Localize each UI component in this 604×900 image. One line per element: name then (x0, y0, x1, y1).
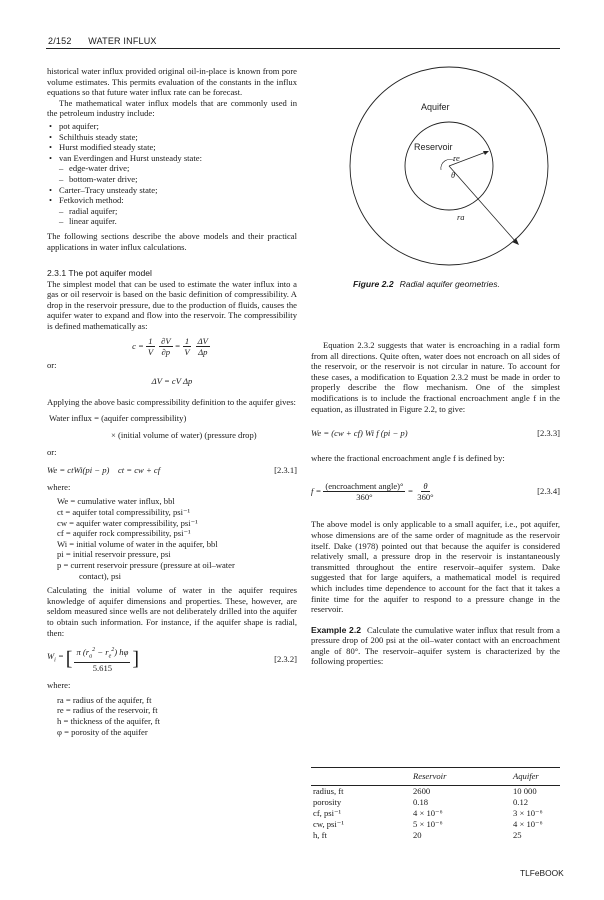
equation-denominator: 5.615 (92, 662, 113, 673)
section-heading: 2.3.1 The pot aquifer model (47, 268, 152, 279)
table-cell: 4 × 10⁻⁶ (413, 807, 443, 818)
ra-arrow (449, 166, 516, 242)
definitions-list-2 (47, 695, 297, 737)
running-header (48, 36, 558, 48)
equation-number: [2.3.4] (537, 486, 560, 497)
or-label: or: (47, 359, 57, 370)
footer-watermark: TLFeBOOK (520, 868, 564, 878)
table-row (311, 797, 560, 808)
reservoir-label: Reservoir (414, 142, 453, 152)
apply-paragraph: Applying the above basic compressibility definition to the aquifer gives: (47, 396, 296, 407)
table-cell: radius, ft (313, 786, 344, 796)
caption-text: Radial aquifer geometries. (399, 279, 500, 289)
table-cell: 20 (413, 829, 422, 840)
equation-text: We = (cw + cf) Wi f (pi − p) (311, 428, 408, 439)
table-cell: 2600 (413, 786, 431, 796)
list-item: • Schilthuis steady state; (47, 132, 297, 143)
compressibility-equation: c = $\frac{1}{V}$ $\frac{\partial V}{\partial p}$ = $\frac{1}{V}$ $\frac{\Delta V}{\Delta p}$ (132, 336, 208, 358)
equation-number: [2.3.2] (274, 653, 297, 664)
suggests-paragraph: Equation 2.3.2 suggests that water is encroaching in a radial form from all directions. Quite often, water does not encroach on all sides of the reservoir, or the reservoir is not circular in nature. To account for these cases, a modification to Equation 2.3.2 must be made in order to properly describe the flow mechanism. One of the simplest modifications is to include the fractional encroachment angle f in the equation, as illustrated in Figure 2.2, to give: (311, 340, 560, 414)
list-item: cf = aquifer rock compressibility, psi⁻¹ (57, 528, 191, 539)
list-item: – linear aquifer. (47, 216, 297, 227)
model-paragraph: The above model is only applicable to a small aquifer, i.e., pot aquifer, whose dimensions are of the same order of magnitude as the reservoir itself. Dake (1978) pointed out that because the aquifer is considered relatively small, a pressure drop in the reservoir is instantaneously transmitted throughout the entire reservoir–aquifer system. Dake suggested that for large aquifers, a mathematical model is required which includes time dependence to account for the fact that it takes a finite time for the aquifer to respond to a pressure change in the reservoir. (311, 519, 560, 615)
list-item: contact), psi (79, 570, 121, 581)
models-list (47, 121, 297, 227)
table-cell: 5 × 10⁻⁶ (413, 818, 443, 829)
table-header: Reservoir (413, 771, 447, 782)
table-header (311, 768, 411, 786)
table-cell: h, ft (313, 829, 327, 840)
water-influx-line1: Water influx = (aquifer compressibility) (49, 413, 187, 424)
caption-number: Figure 2.2 (353, 279, 394, 289)
table-cell: 4 × 10⁻⁶ (513, 818, 543, 829)
table-cell: cf, psi⁻¹ (313, 807, 342, 818)
equation-number: [2.3.3] (537, 428, 560, 439)
table-cell: cw, psi⁻¹ (313, 818, 344, 829)
re-label: re (453, 153, 460, 163)
list-item: • Carter–Tracy unsteady state; (47, 185, 297, 196)
table-cell: porosity (313, 796, 342, 807)
right-column (311, 340, 560, 667)
table-cell: 0.18 (413, 796, 429, 807)
header-rule (46, 48, 560, 49)
figure-caption (353, 279, 500, 290)
table-row (311, 786, 560, 797)
water-influx-line2: × (initial volume of water) (pressure drop) (111, 430, 257, 441)
section-name: WATER INFLUX (88, 36, 157, 46)
equation-numerator: (encroachment angle)° (325, 480, 404, 491)
list-item: re = radius of the reservoir, ft (57, 705, 158, 716)
equation-numerator: θ (423, 480, 428, 491)
aquifer-label: Aquifer (421, 102, 450, 112)
equation-2-3-2: $W_i$ = [ $\frac{\pi (r_a^2 - r_e^2) h\varphi}{5.615}$ ] [2.3.2] (47, 647, 297, 673)
where-label: where: (47, 481, 71, 492)
table-row (311, 830, 560, 841)
models-intro: The mathematical water influx models that are commonly used in the petroleum industry include: (47, 97, 297, 119)
properties-table (311, 767, 560, 841)
ra-label: ra (457, 212, 465, 222)
calc-paragraph: Calculating the initial volume of water in the aquifer requires knowledge of aquifer dimensions and properties. These, however, are seldom measured since wells are not deliberately drilled into the aquifer to obtain such information. For instance, if the aquifer shape is radial, then: (47, 585, 297, 638)
radial-aquifer-diagram (337, 58, 563, 268)
list-item: – radial aquifer; (47, 206, 297, 217)
list-item: • van Everdingen and Hurst unsteady state: (47, 153, 297, 164)
list-item: Wi = initial volume of water in the aquifer, bbl (57, 538, 218, 549)
table-cell: 3 × 10⁻⁶ (513, 807, 543, 818)
table-row (311, 808, 560, 819)
pot-aquifer-paragraph: The simplest model that can be used to estimate the water influx into a gas or oil reservoir is based on the basic definition of compressibility. A drop in the reservoir pressure, due to the production of fluids, causes the aquifer water to expand and flow into the reservoir. The compressibility is defined mathematically as: (47, 278, 297, 332)
equation-text: We = ctWi(pi − p) ct = cw + cf (47, 465, 161, 476)
list-item: • Fetkovich method: (47, 195, 297, 206)
list-item: φ = porosity of the aquifer (57, 726, 148, 737)
table-cell: 25 (513, 829, 522, 840)
or-label: or: (47, 446, 57, 457)
table-cell: 0.12 (513, 796, 529, 807)
table-cell: 10 000 (513, 786, 537, 796)
example-title: Example 2.2 (311, 624, 362, 635)
intro-paragraph: historical water influx provided original oil-in-place is known from pore volume estimates. This permits evaluation of the constants in the influx equations so that future water influx rate can be forecast. (47, 66, 297, 98)
equation-denominator: 360° (356, 491, 373, 502)
table-header: Aquifer (513, 771, 539, 782)
list-item: p = current reservoir pressure (pressure at oil–water (57, 559, 235, 570)
theta-label: θ (451, 170, 456, 180)
equation-2-3-3 (311, 428, 560, 439)
equation-denominator: 360° (417, 491, 434, 502)
example-text: Calculate the cumulative water influx that result from a pressure drop of 200 psi at the oil–water contact with an encroachment angle of 80°. The reservoir–aquifer system is characterized by the following properties: (311, 624, 560, 667)
list-item: ra = radius of the aquifer, ft (57, 694, 152, 705)
example-paragraph (311, 625, 560, 667)
table-row (311, 819, 560, 830)
list-item: We = cumulative water influx, bbl (57, 496, 175, 507)
sections-paragraph: The following sections describe the above models and their practical applications in water influx calculations. (47, 230, 297, 252)
list-item: • Hurst modified steady state; (47, 142, 297, 153)
left-column (47, 66, 297, 737)
equation-number: [2.3.1] (274, 465, 297, 476)
equation-2-3-1 (47, 465, 297, 476)
page-number: 2/152 (48, 36, 72, 46)
list-item: pi = initial reservoir pressure, psi (57, 549, 171, 560)
list-item: h = thickness of the aquifer, ft (57, 715, 161, 726)
list-item: – edge-water drive; (47, 163, 297, 174)
delta-v-equation: ΔV = cV Δp (151, 376, 193, 387)
where-f-text: where the fractional encroachment angle f is defined by: (311, 452, 505, 463)
where-label: where: (47, 680, 71, 691)
list-item: cw = aquifer water compressibility, psi⁻¹ (57, 517, 198, 528)
list-item: • pot aquifer; (47, 121, 297, 132)
definitions-list (47, 496, 297, 581)
list-item: ct = aquifer total compressibility, psi⁻¹ (57, 507, 191, 517)
equation-2-3-4: f = $\frac{\text{(encroachment angle)°}}{360^\circ}$ = $\frac{\theta}{360^\circ}$ [2.3.4] (311, 480, 560, 502)
table-header-row (311, 768, 560, 786)
list-item: – bottom-water drive; (47, 174, 297, 185)
